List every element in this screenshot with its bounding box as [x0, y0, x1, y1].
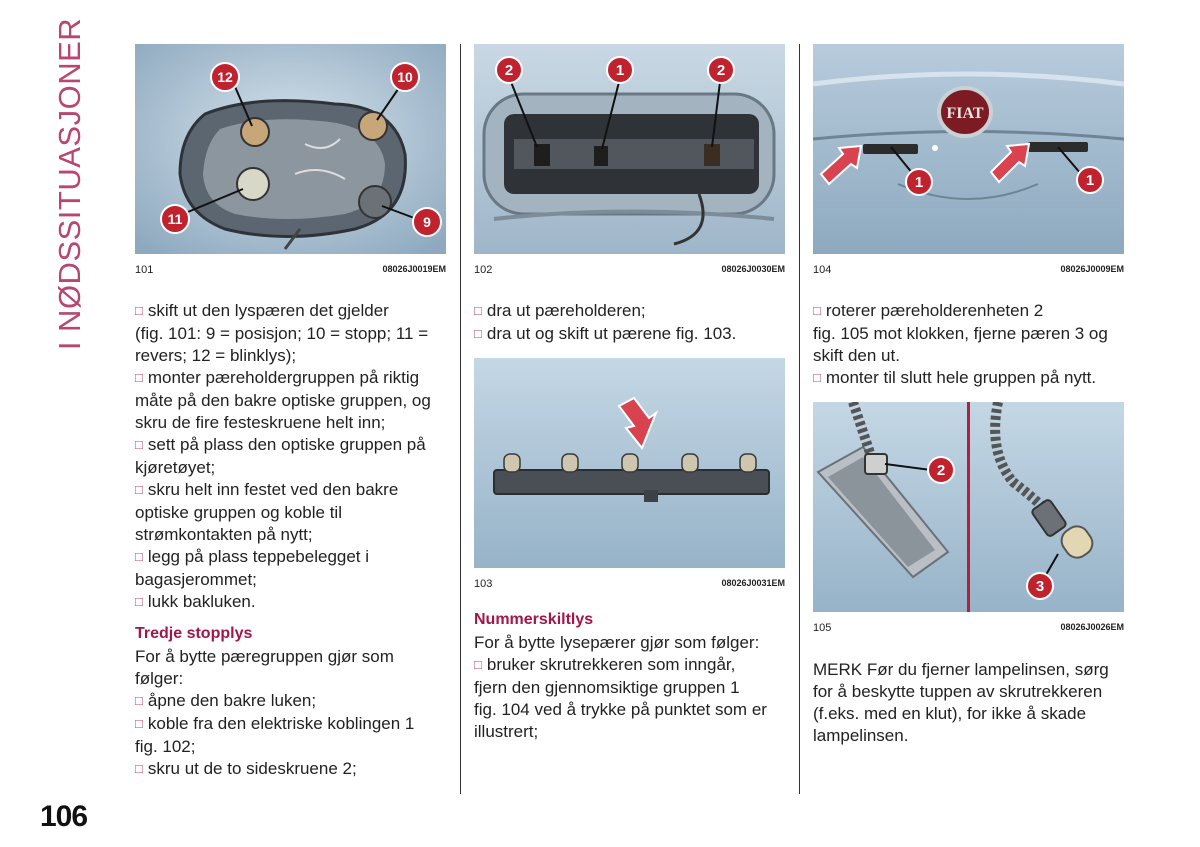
svg-text:2: 2 — [936, 462, 946, 479]
text-line: fig. 105 mot klokken, fjerne pæren 3 og — [813, 324, 1108, 343]
callout-10 — [391, 63, 419, 91]
bullet-item: □ dra ut og skift ut pærene fig. 103. — [474, 323, 790, 346]
page-number: 106 — [40, 800, 88, 833]
svg-text:1: 1 — [615, 62, 625, 79]
svg-text:1: 1 — [914, 174, 924, 191]
svg-text:10: 10 — [397, 69, 413, 85]
text-line: fig. 102; — [135, 737, 196, 756]
text-line: optiske gruppen og koble til — [135, 503, 342, 522]
column-2-text-top — [474, 300, 790, 346]
bullet-item: □ dra ut pæreholderen; — [474, 300, 790, 323]
svg-text:3: 3 — [1035, 578, 1045, 595]
callout-9 — [413, 208, 441, 236]
svg-text:1: 1 — [1085, 172, 1095, 189]
bullet-item: □ sett på plass den optiske gruppen på — [135, 434, 455, 457]
figure-number: 105 — [813, 622, 832, 634]
svg-text:9: 9 — [423, 214, 431, 230]
text-line: skru de fire festeskruene helt inn; — [135, 413, 386, 432]
callout-12 — [211, 63, 239, 91]
figure-103-caption — [474, 578, 785, 592]
column-3-text-top — [813, 300, 1129, 390]
figure-code: 08026J0019EM — [382, 264, 446, 274]
figure-code: 08026J0009EM — [1060, 264, 1124, 274]
figure-101-image — [135, 44, 446, 254]
bullet-item: □ roterer pæreholderenheten 2 — [813, 300, 1129, 323]
bullet-item: □ skift ut den lyspæren det gjelder — [135, 300, 455, 323]
section-title-text: I NØDSSITUASJONER — [52, 17, 87, 351]
figure-number: 104 — [813, 264, 832, 276]
note-line: MERK Før du fjerner lampelinsen, sørg — [813, 660, 1109, 679]
figure-code: 08026J0026EM — [1060, 622, 1124, 632]
bullet-item: □ skru helt inn festet ved den bakre — [135, 479, 455, 502]
text-line: (fig. 101: 9 = posisjon; 10 = stopp; 11 = — [135, 324, 429, 343]
bullet-item: □ bruker skrutrekkeren som inngår, — [474, 654, 790, 677]
callout-2-left — [496, 57, 522, 83]
column-divider — [460, 44, 461, 794]
note-line: lampelinsen. — [813, 726, 909, 745]
bullet-item: □ lukk bakluken. — [135, 591, 455, 614]
text-line: skift den ut. — [813, 346, 900, 365]
text-line: følger: — [135, 669, 184, 688]
svg-text:12: 12 — [217, 69, 233, 85]
svg-text:2: 2 — [716, 62, 726, 79]
bullet-item: □ skru ut de to sideskruene 2; — [135, 758, 455, 781]
figure-code: 08026J0030EM — [721, 264, 785, 274]
figure-number: 101 — [135, 264, 154, 276]
bullet-item: □ koble fra den elektriske koblingen 1 — [135, 713, 455, 736]
note-text — [813, 659, 1129, 747]
svg-text:FIAT: FIAT — [946, 105, 984, 122]
svg-text:2: 2 — [504, 62, 514, 79]
figure-104-caption — [813, 264, 1124, 278]
figure-102-image — [474, 44, 785, 254]
callout-1 — [607, 57, 633, 83]
figure-code: 08026J0031EM — [721, 578, 785, 588]
figure-number: 103 — [474, 578, 493, 590]
svg-text:11: 11 — [167, 211, 183, 227]
figure-101-caption — [135, 264, 446, 278]
callout-3 — [1027, 573, 1053, 599]
text-line: For å bytte pæregruppen gjør som — [135, 647, 394, 666]
text-line: illustrert; — [474, 722, 539, 741]
figure-104-image — [813, 44, 1124, 254]
note-line: for å beskytte tuppen av skrutrekkeren — [813, 682, 1103, 701]
note-line: (f.eks. med en klut), for ikke å skade — [813, 704, 1087, 723]
figure-102-caption — [474, 264, 785, 278]
text-line: kjøretøyet; — [135, 458, 216, 477]
column-2-text-bottom — [474, 608, 790, 743]
section-heading-nummerskiltlys: Nummerskiltlys — [474, 611, 594, 628]
bullet-item: □ åpne den bakre luken; — [135, 690, 455, 713]
bullet-item: □ monter pæreholdergruppen på riktig — [135, 367, 455, 390]
callout-11 — [161, 205, 189, 233]
callout-2 — [928, 457, 954, 483]
section-side-title — [40, 17, 100, 351]
callout-1-right — [1077, 167, 1103, 193]
text-line: fig. 104 ved å trykke på punktet som er — [474, 700, 767, 719]
text-line: måte på den bakre optiske gruppen, og — [135, 391, 431, 410]
bullet-item: □ legg på plass teppebelegget i — [135, 546, 455, 569]
figure-103-image — [474, 358, 785, 568]
figure-105-caption — [813, 622, 1124, 636]
column-1-text — [135, 300, 455, 781]
figure-105-image — [813, 402, 1124, 612]
text-line: fjern den gjennomsiktige gruppen 1 — [474, 678, 740, 697]
section-heading-tredje-stopplys: Tredje stopplys — [135, 625, 253, 642]
figure-number: 102 — [474, 264, 493, 276]
text-line: For å bytte lysepærer gjør som følger: — [474, 633, 760, 652]
text-line: strømkontakten på nytt; — [135, 525, 313, 544]
text-line: bagasjerommet; — [135, 570, 257, 589]
text-line: revers; 12 = blinklys); — [135, 346, 297, 365]
callout-2-right — [708, 57, 734, 83]
callout-1-left — [906, 169, 932, 195]
bullet-item: □ monter til slutt hele gruppen på nytt. — [813, 367, 1129, 390]
column-divider — [799, 44, 800, 794]
